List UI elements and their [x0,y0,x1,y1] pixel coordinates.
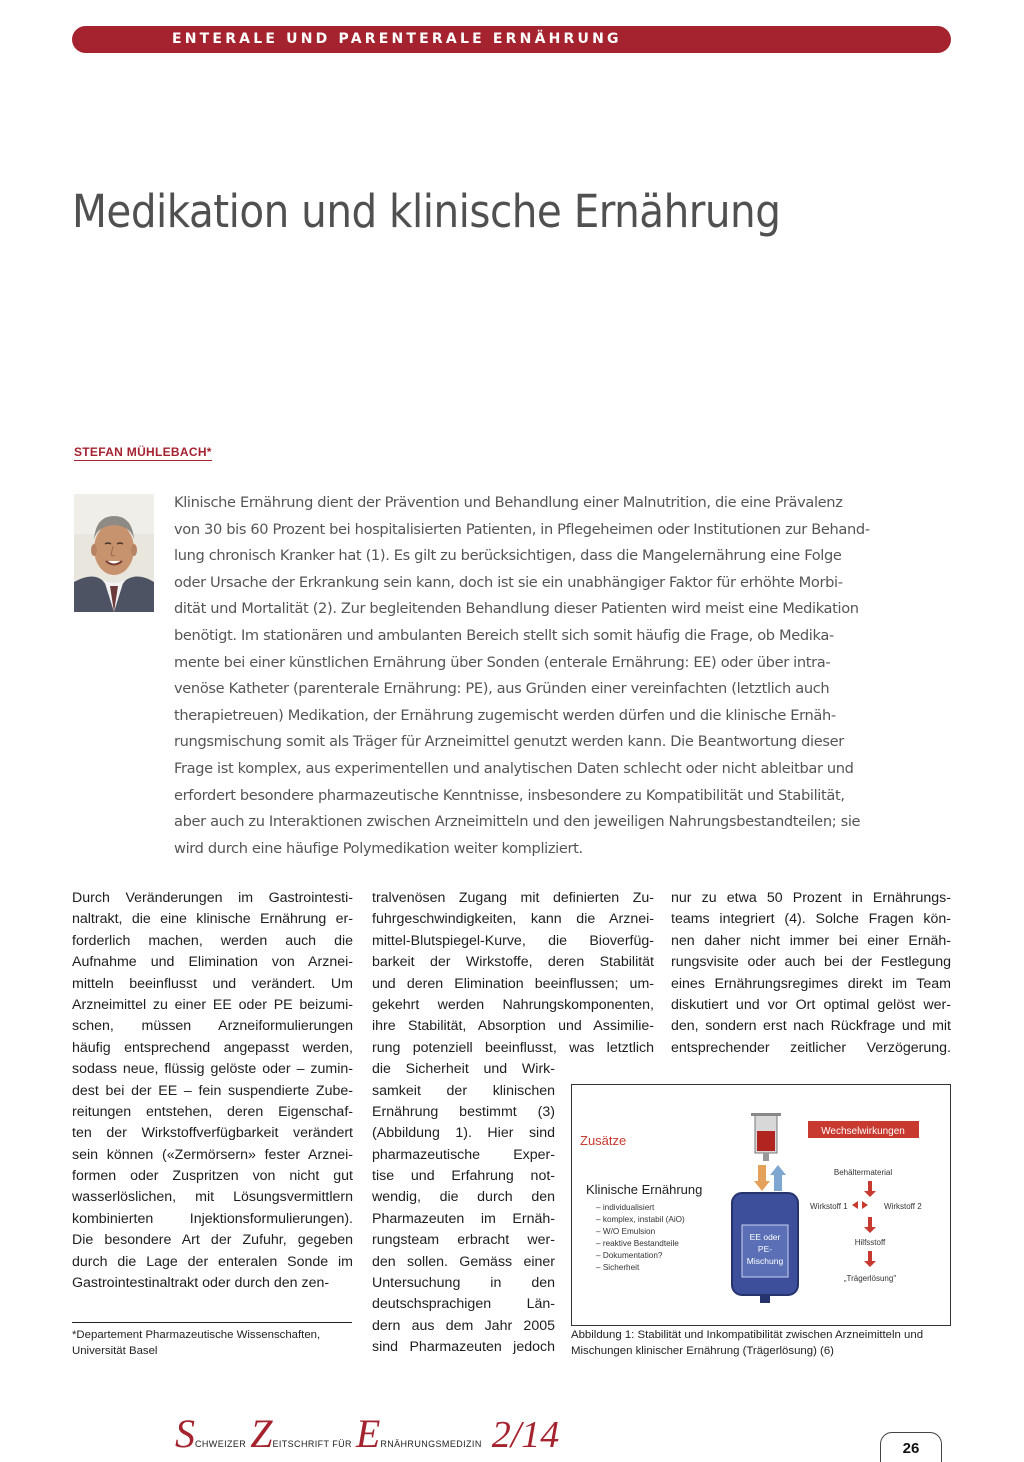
body-text-line: Ernährung bestimmt (3) [372,1103,555,1120]
body-text-line: den sollen. Gemäss einer [372,1253,555,1270]
footnote-divider [72,1322,352,1323]
body-text-line: Untersuchung in den [372,1275,555,1292]
journal-logo-z: Z [250,1411,273,1456]
body-text-line: durch die Lage der enteralen Sonde im [72,1253,353,1270]
abstract [174,490,948,862]
body-text-line: pharmazeutische Exper- [372,1146,555,1163]
figure-behaelter: Behältermaterial [833,1168,893,1177]
journal-issue: 2/14 [491,1414,560,1456]
section-header-band [72,26,951,53]
abstract-line: lung chronisch Kranker hat (1). Es gilt zu berücksichtigen, dass die Mangelernährung eine Folge [174,547,842,565]
body-text-line: Pharmazeuten im Ernäh- [372,1210,555,1227]
syringe-icon [751,1113,781,1161]
body-text-line: mitteln beeinflusst und verändert. Um [72,975,353,992]
figure-bag-label: EE oder [749,1232,781,1242]
abstract-line: dität und Mortalität (2). Zur begleitenden Behandlung dieser Patienten wird meist eine Medikation [174,600,859,618]
body-text-line: barkeit der Wirkstoffe, deren Stabilität [372,954,654,971]
body-text-line: schen, müssen Arzneiformulierungen [72,1018,353,1035]
body-text-line: entsprechender zeitlicher Verzögerung. [671,1039,951,1056]
figure-bag-label-2: PE- [757,1244,773,1254]
body-text-line: sind Pharmazeuten jedoch [372,1339,555,1356]
caption-line: Abbildung 1: Stabilität und Inkompatibilität zwischen Arzneimitteln und [571,1329,924,1341]
abstract-line: venöse Katheter (parenterale Ernährung: PE), aus Gründen einer vereinfachten (letztlich auch [174,680,830,698]
section-title: ENTERALE UND PARENTERALE ERNÄHRUNG [172,31,622,47]
body-text-line: Die besondere Art der Zufuhr, gegeben [72,1232,353,1249]
arrow-down-icon [754,1165,770,1191]
body-text-line: reitungen entstehen, deren Eigenschaf- [72,1103,353,1120]
body-text-line: Arzneimittel zu einer EE oder PE beizumi- [72,996,353,1013]
figure-hilfsstoff: Hilfsstoff [854,1238,886,1247]
body-text-line: diskutiert und vor Ort optimal gelöst wer- [671,996,951,1013]
abstract-line: benötigt. Im stationären und ambulanten Bereich stellt sich somit häufig die Frage, ob Medika- [174,626,834,644]
footnote [72,1327,354,1359]
body-text-line: teams integriert (4). Solche Fragen kön- [671,911,951,928]
arrow-updown-icon [864,1251,876,1267]
body-text-line: fuhrgeschwindigkeiten, kann die Arznei- [372,911,654,928]
journal-logo-rnaehrung: RNÄHRUNGSMEDIZIN [380,1439,482,1449]
footnote-line: *Departement Pharmazeutische Wissenschaften, [72,1329,321,1341]
abstract-line: erfordert besondere pharmazeutische Kenntnisse, insbesondere zu Kompatibilität und Stabilität, [174,786,845,804]
body-text-line: und deren Elimination beeinflussen; um- [372,975,654,992]
abstract-line: von 30 bis 60 Prozent bei hospitalisierten Patienten, in Pflegeheimen oder Institutionen zur Behand- [174,520,870,538]
journal-logo-chweizer: CHWEIZER [195,1439,247,1449]
page-number: 26 [902,1440,920,1457]
body-column-1 [72,888,353,1294]
body-text-line: samkeit der klinischen [372,1082,555,1099]
figure-bullet: – individualisiert [596,1203,655,1212]
arrow-leftright-icon [852,1201,868,1209]
journal-logo-s: S [175,1411,195,1456]
abstract-line: therapietreuen) Medikation, der Ernährung zugemischt werden dürfen und die klinische Ernäh- [174,706,836,724]
journal-logo [175,1410,560,1456]
body-text-line: tise und Erfahrung not- [372,1168,555,1185]
figure-caption [571,1327,961,1359]
figure-heading: Klinische Ernährung [586,1182,703,1197]
body-text-line: die Sicherheit und Wirk- [372,1061,555,1078]
body-text-line: nen daher nicht immer bei einer Ernäh- [671,932,951,949]
arrow-updown-icon [864,1217,876,1233]
body-text-line: nur zu etwa 50 Prozent in Ernährungs- [671,890,951,906]
body-text-line: ten der Wirkstoffverfügbarkeit verändert [72,1125,353,1142]
body-text-line: dern aus dem Jahr 2005 [372,1317,555,1334]
abstract-line: oder Ursache der Erkrankung sein kann, doch ist sie ein unabhängiger Faktor für erhöhte Morbi- [174,573,843,591]
figure-wirkstoff1: Wirkstoff 1 [810,1202,848,1211]
figure-wirkstoff2: Wirkstoff 2 [884,1202,922,1211]
body-text-line: ihre Stabilität, Absorption und Assimilie- [372,1018,654,1035]
body-text-line: den, sondern erst nach Rückfrage und mit [671,1018,951,1035]
figure-bullet: – Sicherheit [596,1263,640,1272]
figure-traeger: „Trägerlösung" [843,1274,897,1283]
abstract-line: mente bei einer künstlichen Ernährung über Sonden (enterale Ernährung: EE) oder über intra- [174,653,831,671]
body-column-3 [671,888,951,1059]
body-text-line: sodass neue, flüssig gelöste oder – zumin- [72,1061,353,1078]
body-text-line: formen oder Zuspritzen von nicht gut [72,1168,353,1185]
figure-bullet: – reaktive Bestandteile [596,1239,679,1248]
author-name: STEFAN MÜHLEBACH* [74,445,212,459]
body-text-line: wendig, die durch den [372,1189,555,1206]
body-text-line: (Abbildung 1). Hier sind [372,1125,555,1142]
arrow-updown-icon [864,1181,876,1197]
journal-logo-eitschrift: EITSCHRIFT FÜR [272,1439,352,1449]
body-text-line: kombinierten Injektionsformulierungen). [72,1210,353,1227]
figure-zusaetze-label: Zusätze [580,1133,627,1148]
body-text-line: Aufnahme und Elimination von Arznei- [72,954,353,971]
body-text-line: naltrakt, die eine klinische Ernährung er- [72,911,353,928]
abstract-line: wird durch eine häufige Polymedikation weiter kompliziert. [174,839,583,857]
arrow-up-icon [770,1165,786,1191]
body-text-line: dest bei der EE – fein suspendierte Zube- [72,1082,353,1099]
footnote-line: Universität Basel [72,1345,158,1357]
body-text-line: Gastrointestinaltrakt oder durch den zen- [72,1275,330,1292]
body-text-line: forderlich machen, werden auch die [72,932,353,949]
abstract-line: Frage ist komplex, aus experimentellen und analytischen Daten schlecht oder nicht ableitbar und [174,759,854,777]
body-text-line: gekehrt werden Nahrungskomponenten, [372,996,654,1013]
figure-bag-label-3: Mischung [746,1256,784,1266]
body-text-line: rung potenziell beeinflusst, was letztlich [372,1039,654,1056]
body-text-line: wasserlöslichen, mit Lösungsvermittlern [72,1189,353,1206]
article-title: Medikation und klinische Ernährung [72,185,781,238]
figure-wechsel-title: Wechselwirkungen [821,1126,905,1137]
journal-logo-e: E [355,1411,381,1456]
abstract-line: Klinische Ernährung dient der Prävention und Behandlung einer Malnutrition, die eine Prävalenz [174,494,843,511]
figure-bullet: – Dokumentation? [596,1251,663,1260]
abstract-line: rungsmischung somit als Träger für Arzneimittel genutzt werden kann. Die Beantwortung dieser [174,733,844,751]
page-number-tab [880,1432,942,1462]
body-text-line: rungsvisite oder auch bei der Festlegung [671,954,951,971]
figure-1 [571,1084,951,1326]
body-text-line: eines Ernährungsregimes direkt im Team [671,975,951,992]
figure-bullet: – W/O Emulsion [596,1227,656,1236]
author-photo [74,494,154,612]
caption-line: Mischungen klinischer Ernährung (Trägerlösung) (6) [571,1345,834,1357]
body-text-line: Durch Veränderungen im Gastrointesti- [72,890,353,906]
figure-bullet: – komplex, instabil (AiO) [596,1215,685,1224]
abstract-line: aber auch zu Interaktionen zwischen Arzneimitteln und den jeweiligen Nahrungsbestandteilen; sie [174,813,861,831]
body-text-line: sein können («Zermörsern» fester Arznei- [72,1146,353,1163]
body-text-line: mittel-Blutspiegel-Kurve, die Bioverfüg- [372,932,654,949]
body-text-line: rungsteam erbracht wer- [372,1232,555,1249]
body-text-line: deutschsprachigen Län- [372,1296,555,1313]
body-text-line: häufig entsprechend angepasst werden, [72,1039,353,1056]
body-text-line: tralvenösen Zugang mit definierten Zu- [372,890,654,906]
